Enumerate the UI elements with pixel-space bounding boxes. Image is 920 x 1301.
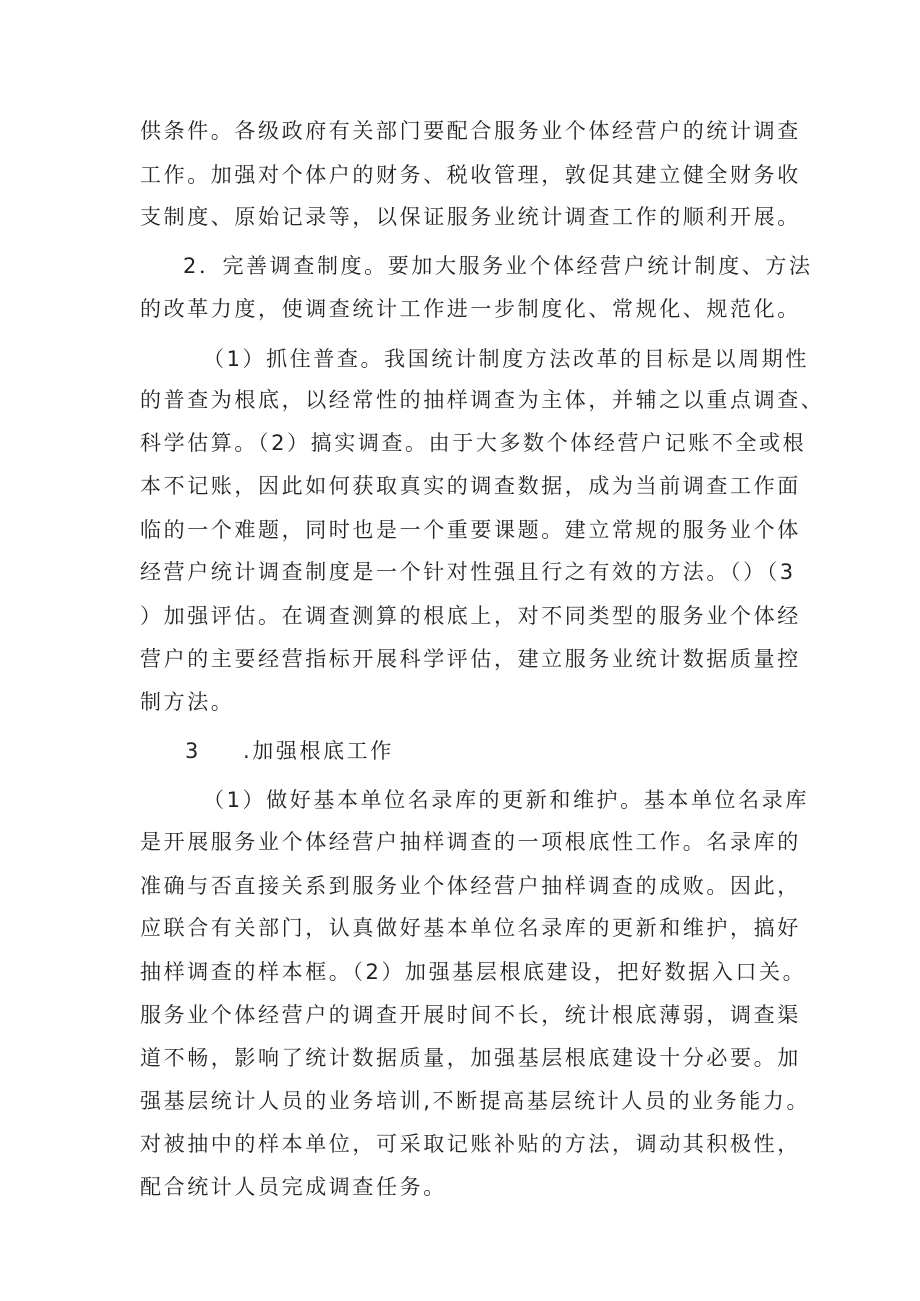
- text-line: 对被抽中的样本单位，可采取记账补贴的方法，调动其积极性，: [140, 1132, 801, 1156]
- text-line: 的普查为根底，以经常性的抽样调查为主体，并辅之以重点调查、: [140, 388, 825, 412]
- text-line: 准确与否直接关系到服务业个体经营户抽样调查的成败。因此，: [140, 874, 801, 898]
- text-line: 强基层统计人员的业务培训,不断提高基层统计人员的业务能力。: [140, 1089, 811, 1113]
- text-line: 的改革力度，使调查统计工作进一步制度化、常规化、规范化。: [140, 297, 801, 321]
- section-heading-3: .加强根底工作: [243, 739, 394, 763]
- text-line: 支制度、原始记录等，以保证服务业统计调查工作的顺利开展。: [140, 205, 801, 229]
- text-line: ）加强评估。在调查测算的根底上，对不同类型的服务业个体经: [140, 604, 801, 628]
- text-line: （1）抓住普查。我国统计制度方法改革的目标是以周期性: [203, 347, 809, 371]
- text-line: 临的一个难题，同时也是一个重要课题。建立常规的服务业个体: [140, 518, 801, 542]
- text-line: 本不记账，因此如何获取真实的调查数据，成为当前调查工作面: [140, 474, 801, 498]
- text-line: 应联合有关部门，认真做好基本单位名录库的更新和维护，搞好: [140, 916, 801, 940]
- text-line: 工作。加强对个体户的财务、税收管理，敦促其建立健全财务收: [140, 163, 801, 187]
- text-line: 道不畅，影响了统计数据质量，加强基层根底建设十分必要。加: [140, 1046, 801, 1070]
- text-line: 服务业个体经营户的调查开展时间不长，统计根底薄弱，调查渠: [140, 1003, 801, 1027]
- text-line: 是开展服务业个体经营户抽样调查的一项根底性工作。名录库的: [140, 830, 801, 854]
- text-line: 抽样调查的样本框。（2）加强基层根底建设，把好数据入口关。: [140, 960, 807, 984]
- text-line: 营户的主要经营指标开展科学评估，建立服务业统计数据质量控: [140, 647, 801, 671]
- section-heading-2: 2．完善调查制度。要加大服务业个体经营户统计制度、方法: [183, 254, 813, 278]
- text-line: 经营户统计调查制度是一个针对性强且行之有效的方法。（）（3: [140, 560, 796, 584]
- section-number-3: 3: [185, 739, 199, 763]
- text-line: 科学估算。（2）搞实调查。由于大多数个体经营户记账不全或根: [140, 431, 807, 455]
- text-line: （1）做好基本单位名录库的更新和维护。基本单位名录库: [203, 788, 809, 812]
- text-line: 配合统计人员完成调查任务。: [140, 1175, 447, 1199]
- text-line: 制方法。: [140, 690, 235, 714]
- text-line: 供条件。各级政府有关部门要配合服务业个体经营户的统计调查: [140, 119, 801, 143]
